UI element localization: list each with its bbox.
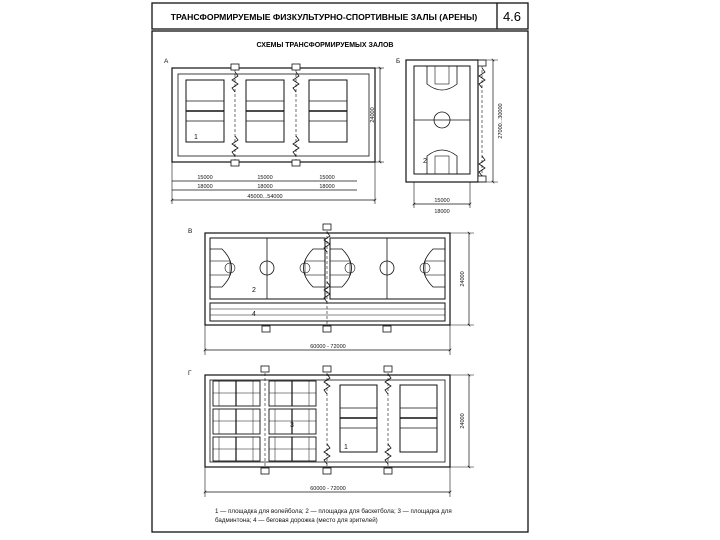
dim-width-a-1: 15000 [197,175,213,181]
panel-v-letter: В [188,228,193,235]
partition-curtain [261,366,269,474]
dim-width-a-6: 18000 [319,184,335,190]
track-number-label: 4 [252,311,256,318]
volleyball-court [340,385,377,452]
volleyball-court [246,80,284,142]
badminton-court [269,437,316,461]
badminton-court [213,437,260,461]
dim-width-b-top: 15000 [434,198,450,204]
dim-height-b: 27000...30000 [498,103,504,139]
curtain-anchor [383,326,391,332]
basketball-court [330,238,445,299]
panel-g-letter: Г [188,370,192,377]
curtain-anchor [262,326,270,332]
panel-b [396,58,504,215]
title-block [152,3,528,29]
dim-height-a: 24000 [370,107,376,123]
partition-curtain [292,64,300,166]
court-number-label: 1 [194,134,198,141]
hall-a-outline [172,68,375,162]
hall-v-outline [205,233,450,325]
partition-curtain [323,366,331,474]
panel-g [188,366,474,497]
partition-curtain [478,60,486,182]
badminton-court [269,381,316,406]
running-track [210,303,445,321]
dim-total-a: 45000...54000 [247,194,283,200]
partition-curtain [231,64,239,166]
court-number-label: 2 [423,158,427,165]
drawing-title: СХЕМЫ ТРАНСФОРМИРУЕМЫХ ЗАЛОВ [256,42,394,49]
court-number-label: 1 [344,444,348,451]
court-number-label: 3 [290,422,294,429]
drawing-frame [152,31,528,532]
partition-curtain [384,366,392,474]
badminton-court [213,381,260,406]
sheet-number: 4.6 [502,9,522,24]
panel-v [188,224,474,355]
sheet-title: ТРАНСФОРМИРУЕМЫЕ ФИЗКУЛЬТУРНО-СПОРТИВНЫЕ ЗАЛЫ (АРЕНЫ) [170,12,478,22]
legend-line-1: 1 — площадка для волейбола; 2 — площадка для баскетбола; 3 — площадка для [215,508,452,515]
volleyball-court [400,385,437,452]
legend-line-2: бадминтона; 4 — беговая дорожка (место для зрителей) [215,517,378,524]
dim-width-a-2: 15000 [257,175,273,181]
dim-height-g: 24000 [460,413,466,429]
panel-a [164,58,384,204]
hall-b-outline [406,60,478,182]
court-number-label: 2 [252,287,256,294]
volleyball-court [309,80,347,142]
dim-height-v: 24000 [460,271,466,287]
dim-width-a-3: 15000 [319,175,335,181]
badminton-court [213,409,260,434]
dim-width-b-bottom: 18000 [434,209,450,215]
dim-width-a-4: 18000 [197,184,213,190]
basketball-court [210,238,325,299]
volleyball-court [186,80,224,142]
dim-total-v: 60000 - 72000 [310,344,346,350]
dim-width-a-5: 18000 [257,184,273,190]
panel-a-letter: А [164,58,169,65]
panel-b-letter: Б [396,58,401,65]
dim-total-g: 60000 - 72000 [310,486,346,492]
